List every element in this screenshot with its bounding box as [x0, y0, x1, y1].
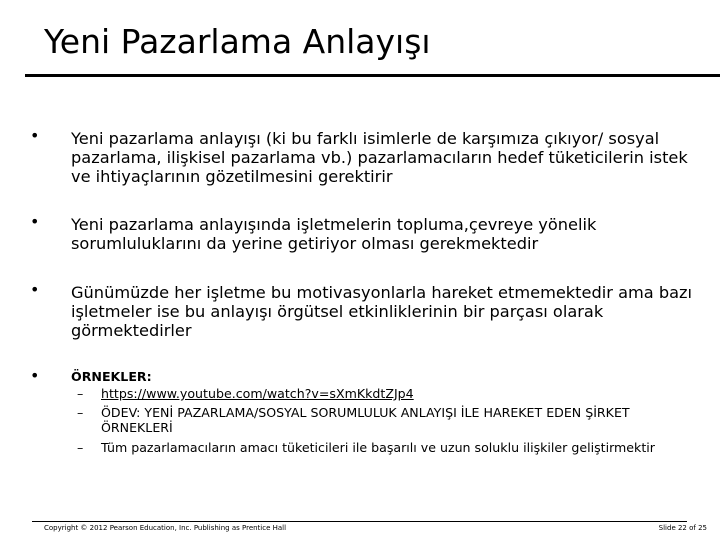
footer-divider [32, 521, 687, 522]
slide-title: Yeni Pazarlama Anlayışı [44, 22, 431, 61]
slide-number: Slide 22 of 25 [658, 524, 707, 532]
example-item-goal [77, 440, 681, 456]
bullet-icon: • [30, 366, 40, 385]
examples-heading: ÖRNEKLER: [71, 369, 152, 384]
copyright-notice: Copyright © 2012 Pearson Education, Inc. Publishing as Prentice Hall [44, 524, 287, 532]
youtube-link[interactable]: https://www.youtube.com/watch?v=sXmKkdtZJp4 [101, 386, 414, 401]
example-text: Tüm pazarlamacıların amacı tüketicileri ile başarılı ve uzun soluklu ilişkiler geliştirmektir [101, 440, 655, 455]
dash-icon: – [77, 386, 84, 401]
example-item-link [77, 386, 681, 402]
bullet-point-2: Yeni pazarlama anlayışında işletmelerin topluma,çevreye yönelik sorumluluklarını da yerine getiriyor olması gerekmektedir [71, 215, 597, 253]
bullet-icon: • [30, 212, 40, 231]
bullet-point-1: Yeni pazarlama anlayışı (ki bu farklı isimlerle de karşımıza çıkıyor/ sosyal pazarlama, ilişkisel pazarlama vb.) pazarlamacıların hedef tüketicilerin istek ve ihtiyaçlarının gözetilmesini gerektirir [71, 129, 688, 186]
dash-icon: – [77, 440, 84, 455]
example-item-homework [77, 405, 681, 435]
bullet-icon: • [30, 126, 40, 145]
dash-icon: – [77, 405, 84, 420]
bullet-point-3: Günümüzde her işletme bu motivasyonlarla hareket etmemektedir ama bazı işletmeler ise bu anlayışı örgütsel etkinliklerinin bir parçası olarak görmektedirler [71, 283, 693, 340]
bullet-icon: • [30, 280, 40, 299]
example-text: ÖDEV: YENİ PAZARLAMA/SOSYAL SORUMLULUK ANLAYIŞI İLE HAREKET EDEN ŞİRKET ÖRNEKLERİ [101, 405, 630, 435]
